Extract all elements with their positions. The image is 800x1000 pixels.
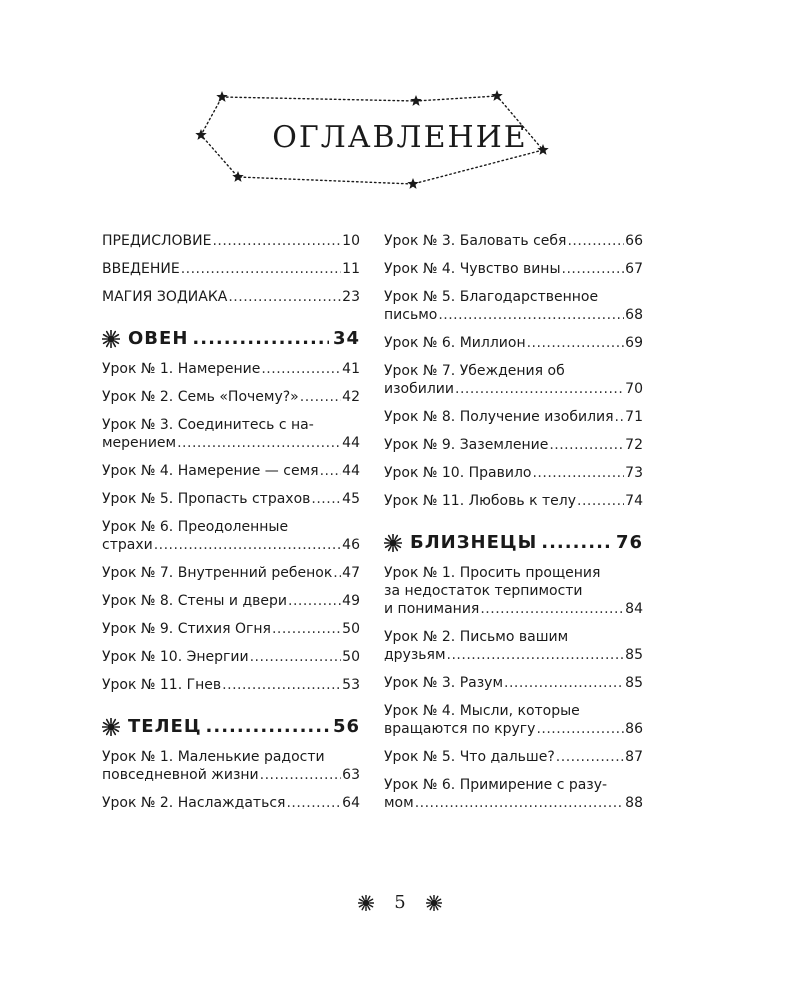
toc-entry: [102, 388, 360, 406]
entry-title: Урок № 7. Внутренний ребенок: [102, 565, 333, 581]
entry-page: 44: [342, 463, 360, 479]
sun-icon: [102, 718, 120, 736]
toc-right-column: [384, 232, 643, 812]
page-title: ОГЛАВЛЕНИЕ: [272, 120, 528, 155]
dot-leader: [333, 564, 341, 582]
dot-leader: [212, 232, 341, 250]
entry-title-line: Урок № 6. Примирение с разу-: [384, 777, 608, 793]
entry-title: Урок № 11. Любовь к телу: [384, 493, 576, 509]
entry-title: письмо: [384, 307, 438, 323]
entry-page: 45: [342, 491, 360, 507]
entry-title: повседневной жизни: [102, 767, 259, 783]
dot-leader: [415, 794, 624, 812]
dot-leader: [286, 794, 341, 812]
dot-leader: [181, 260, 341, 278]
dot-leader: [527, 334, 625, 352]
dot-leader: [562, 260, 625, 278]
dot-leader: [447, 646, 625, 664]
toc-entry: [384, 492, 643, 510]
toc-entry: [384, 748, 643, 766]
entry-title: и понимания: [384, 601, 480, 617]
entry-title-line: Урок № 3. Соединитесь с на-: [102, 417, 314, 433]
toc-entry: [102, 490, 360, 508]
dot-leader: [192, 328, 329, 350]
sun-icon: [426, 895, 442, 911]
entry-page: 50: [342, 621, 360, 637]
section-page: 56: [332, 716, 360, 737]
entry-title: Урок № 4. Чувство вины: [384, 261, 561, 277]
entry-page: 71: [625, 409, 643, 425]
entry-page: 49: [342, 593, 360, 609]
entry-title-line: Урок № 5. Благодарственное: [384, 289, 599, 305]
toc-entry: [102, 518, 360, 554]
entry-title-line: Урок № 7. Убеждения об: [384, 363, 565, 379]
toc-entry: [384, 362, 643, 398]
page-number: 5: [394, 892, 406, 913]
toc-entry: [384, 776, 643, 812]
sun-icon: [358, 895, 374, 911]
toc-entry: [384, 436, 643, 454]
dot-leader: [438, 306, 624, 324]
entry-title: Урок № 4. Намерение — семя: [102, 463, 319, 479]
toc-entry: [384, 288, 643, 324]
entry-title: Урок № 2. Наслаждаться: [102, 795, 286, 811]
entry-page: 41: [342, 361, 360, 377]
entry-title: ПРЕДИСЛОВИЕ: [102, 233, 212, 249]
dot-leader: [556, 748, 624, 766]
entry-page: 70: [625, 381, 643, 397]
star-icon: [410, 95, 421, 106]
toc-entry: [384, 260, 643, 278]
toc-entry: [102, 794, 360, 812]
section-page: 34: [332, 328, 360, 349]
entry-title: Урок № 11. Гнев: [102, 677, 222, 693]
dot-leader: [250, 648, 342, 666]
toc-left-column: [102, 232, 360, 812]
entry-page: 88: [625, 795, 643, 811]
section-title: ОВЕН: [128, 328, 189, 349]
toc-section: [384, 532, 643, 554]
dot-leader: [261, 360, 341, 378]
entry-title: мом: [384, 795, 414, 811]
entry-page: 67: [625, 261, 643, 277]
entry-title: изобилии: [384, 381, 454, 397]
entry-page: 69: [625, 335, 643, 351]
entry-title: Урок № 3. Баловать себя: [384, 233, 567, 249]
entry-title: Урок № 10. Правило: [384, 465, 532, 481]
dot-leader: [455, 380, 624, 398]
toc-entry: [384, 674, 643, 692]
entry-page: 42: [342, 389, 360, 405]
toc-entry: [384, 702, 643, 738]
dot-leader: [222, 676, 341, 694]
entry-title-line: Урок № 2. Письмо вашим: [384, 629, 569, 645]
toc-entry: [102, 592, 360, 610]
entry-page: 85: [625, 675, 643, 691]
toc-entry: [384, 334, 643, 352]
toc-entry: [102, 360, 360, 378]
toc-entry: [384, 408, 643, 426]
dot-leader: [300, 388, 341, 406]
entry-title: Урок № 8. Стены и двери: [102, 593, 287, 609]
entry-title: МАГИЯ ЗОДИАКА: [102, 289, 228, 305]
constellation-frame: [0, 0, 800, 220]
entry-title: Урок № 8. Получение изобилия: [384, 409, 614, 425]
dot-leader: [228, 288, 341, 306]
entry-page: 47: [342, 565, 360, 581]
star-icon: [407, 178, 418, 189]
toc-entry: [102, 564, 360, 582]
entry-title: Урок № 6. Миллион: [384, 335, 526, 351]
dot-leader: [320, 462, 342, 480]
toc-entry: [102, 676, 360, 694]
toc-entry: [384, 232, 643, 250]
toc-entry: [384, 464, 643, 482]
entry-page: 44: [342, 435, 360, 451]
entry-title: Урок № 9. Стихия Огня: [102, 621, 271, 637]
entry-page: 68: [625, 307, 643, 323]
entry-page: 63: [342, 767, 360, 783]
entry-title: страхи: [102, 537, 153, 553]
dot-leader: [536, 720, 624, 738]
entry-page: 74: [625, 493, 643, 509]
entry-page: 64: [342, 795, 360, 811]
entry-title-line: Урок № 6. Преодоленные: [102, 519, 289, 535]
entry-title: Урок № 1. Намерение: [102, 361, 261, 377]
dot-leader: [288, 592, 341, 610]
section-page: 76: [615, 532, 643, 553]
toc-entry: [102, 288, 360, 306]
toc-entry: [102, 620, 360, 638]
dot-leader: [311, 490, 341, 508]
dot-leader: [549, 436, 624, 454]
entry-page: 53: [342, 677, 360, 693]
dot-leader: [504, 674, 624, 692]
entry-page: 10: [342, 233, 360, 249]
dot-leader: [541, 532, 612, 554]
page-header: [0, 0, 800, 220]
star-icon: [491, 90, 502, 101]
dot-leader: [260, 766, 342, 784]
toc-entry: [384, 628, 643, 664]
entry-title: вращаются по кругу: [384, 721, 536, 737]
entry-title: мерением: [102, 435, 177, 451]
toc-section: [102, 328, 360, 350]
dot-leader: [567, 232, 624, 250]
entry-page: 86: [625, 721, 643, 737]
entry-title: Урок № 3. Разум: [384, 675, 504, 691]
toc-entry: [102, 232, 360, 250]
entry-page: 84: [625, 601, 643, 617]
entry-page: 66: [625, 233, 643, 249]
entry-title: ВВЕДЕНИЕ: [102, 261, 180, 277]
entry-page: 85: [625, 647, 643, 663]
toc-entry: [102, 748, 360, 784]
entry-page: 73: [625, 465, 643, 481]
entry-page: 72: [625, 437, 643, 453]
entry-title-line: Урок № 4. Мысли, которые: [384, 703, 580, 719]
toc-entry: [384, 564, 643, 618]
section-title: ТЕЛЕЦ: [128, 716, 202, 737]
entry-page: 23: [342, 289, 360, 305]
dot-leader: [532, 464, 624, 482]
entry-page: 87: [625, 749, 643, 765]
entry-title-line: Урок № 1. Просить прощения: [384, 565, 601, 581]
entry-title: друзьям: [384, 647, 446, 663]
toc-entry: [102, 648, 360, 666]
dot-leader: [272, 620, 341, 638]
entry-title-line: за недостаток терпимости: [384, 583, 583, 599]
entry-page: 46: [342, 537, 360, 553]
entry-title-line: Урок № 1. Маленькие радости: [102, 749, 325, 765]
sun-icon: [384, 534, 402, 552]
section-title: БЛИЗНЕЦЫ: [410, 532, 538, 553]
sun-icon: [102, 330, 120, 348]
toc-section: [102, 716, 360, 738]
entry-title: Урок № 2. Семь «Почему?»: [102, 389, 299, 405]
page-footer: [0, 893, 800, 913]
dot-leader: [577, 492, 624, 510]
entry-title: Урок № 5. Что дальше?: [384, 749, 555, 765]
entry-page: 11: [342, 261, 360, 277]
dot-leader: [206, 716, 329, 738]
toc-entry: [102, 416, 360, 452]
star-icon: [216, 91, 227, 102]
dot-leader: [177, 434, 341, 452]
entry-page: 50: [342, 649, 360, 665]
entry-title: Урок № 5. Пропасть страхов: [102, 491, 311, 507]
entry-title: Урок № 9. Заземление: [384, 437, 549, 453]
toc-entry: [102, 260, 360, 278]
entry-title: Урок № 10. Энергии: [102, 649, 249, 665]
dot-leader: [154, 536, 341, 554]
dot-leader: [615, 408, 625, 426]
dot-leader: [480, 600, 624, 618]
toc-entry: [102, 462, 360, 480]
